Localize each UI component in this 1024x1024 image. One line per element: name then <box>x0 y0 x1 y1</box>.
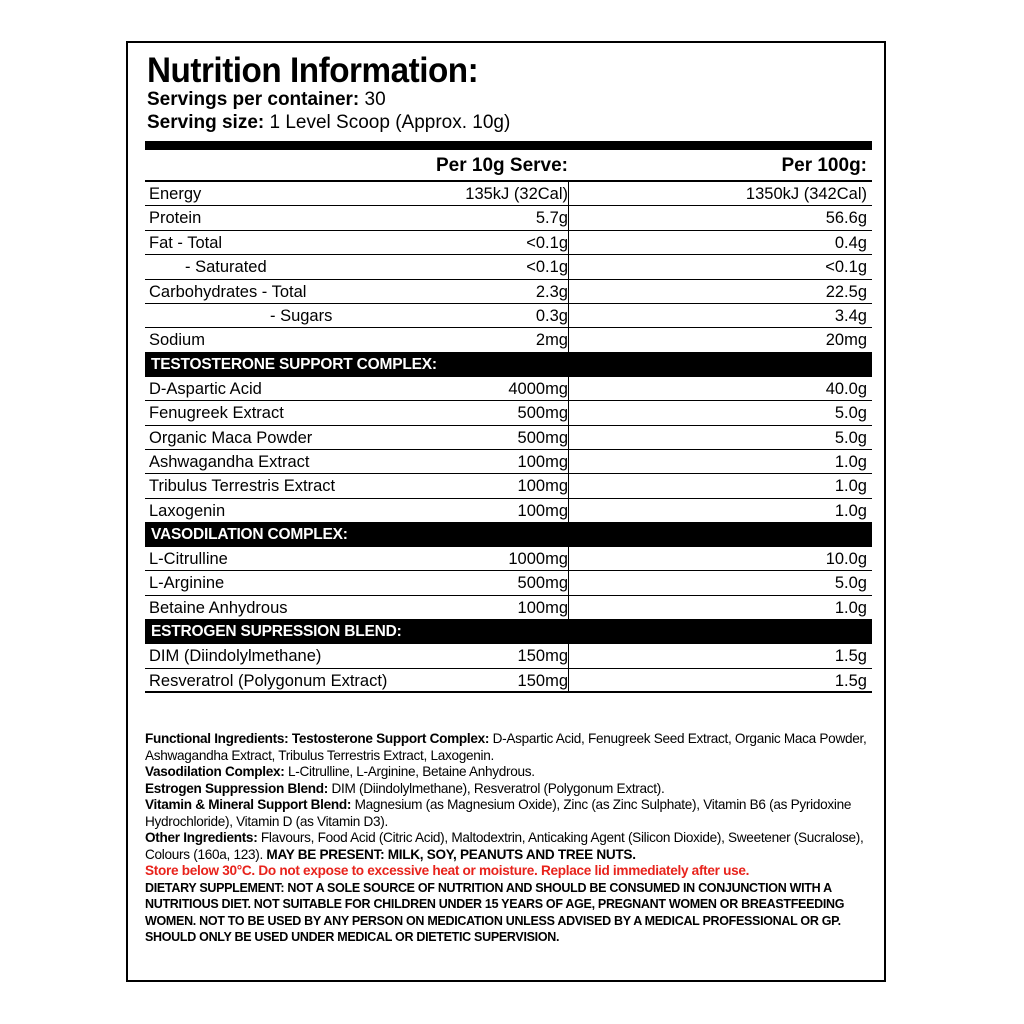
row-per-100g: 1.0g <box>834 452 867 471</box>
row-per-serve: 4000mg <box>508 379 568 398</box>
esb-label: Estrogen Suppression Blend: <box>145 780 328 796</box>
estrogen-ingredients <box>145 781 870 798</box>
row-name: Sodium <box>149 331 205 350</box>
column-header-per-serve: Per 10g Serve: <box>435 155 568 176</box>
functional-label: Functional Ingredients: <box>145 731 289 746</box>
row-per-serve: 500mg <box>517 404 568 423</box>
table-top-bar <box>145 141 872 150</box>
row-per-serve: 500mg <box>517 428 568 447</box>
table-row <box>145 328 872 352</box>
section-header <box>145 353 872 377</box>
row-per-serve: 2.3g <box>535 282 568 301</box>
row-per-serve: 5.7g <box>535 209 568 228</box>
column-divider <box>568 280 569 303</box>
row-per-100g: 5.0g <box>834 404 867 423</box>
table-row <box>145 182 872 206</box>
row-per-100g: 1.0g <box>834 501 867 520</box>
column-divider <box>568 547 569 570</box>
row-per-serve: 150mg <box>517 671 568 690</box>
serving-size <box>147 112 510 134</box>
table-header <box>145 150 872 182</box>
vasodilation-ingredients <box>145 764 870 781</box>
row-name: DIM (Diindolylmethane) <box>149 647 322 666</box>
table-row <box>145 231 872 255</box>
table-row <box>145 669 872 693</box>
row-per-serve: <0.1g <box>526 258 568 277</box>
row-name: - Sugars <box>270 306 333 325</box>
table-row <box>145 499 872 523</box>
table-row <box>145 280 872 304</box>
column-divider <box>568 499 569 522</box>
row-name: Laxogenin <box>149 501 226 520</box>
serving-size-label: Serving size: <box>147 112 265 133</box>
row-per-serve: 150mg <box>517 647 568 666</box>
column-divider <box>568 426 569 449</box>
row-name: Tribulus Terrestris Extract <box>149 477 336 496</box>
row-per-serve: 100mg <box>517 598 568 617</box>
servings-label: Servings per container: <box>147 89 360 110</box>
row-name: Organic Maca Powder <box>149 428 313 447</box>
column-divider <box>568 644 569 667</box>
nutrition-table <box>145 141 872 693</box>
ingredients-block <box>145 731 870 946</box>
table-body <box>145 182 872 693</box>
row-per-100g: 10.0g <box>825 550 867 569</box>
row-name: Betaine Anhydrous <box>149 598 288 617</box>
column-divider <box>568 304 569 327</box>
row-per-100g: 20mg <box>825 331 867 350</box>
row-per-serve: 1000mg <box>508 550 568 569</box>
column-divider <box>568 377 569 400</box>
row-name: D-Aspartic Acid <box>149 379 262 398</box>
row-name: L-Arginine <box>149 574 225 593</box>
esb-text: DIM (Diindolylmethane), Resveratrol (Polygonum Extract). <box>331 780 665 796</box>
row-name: Energy <box>149 185 202 203</box>
row-per-serve: 100mg <box>517 452 568 471</box>
column-divider <box>568 206 569 229</box>
row-per-serve: 500mg <box>517 574 568 593</box>
other-text: Flavours, Food Acid (Citric Acid), Maltodextrin, Anticaking Agent (Silicon Dioxide), Sweetener (Sucralose), Colours (160a, 123). <box>145 830 864 862</box>
row-name: Ashwagandha Extract <box>149 452 310 471</box>
section-title: VASODILATION COMPLEX: <box>151 526 348 544</box>
functional-ingredients <box>145 731 870 764</box>
section-title: ESTROGEN SUPRESSION BLEND: <box>151 623 402 641</box>
vitamin-mineral-ingredients <box>145 797 870 830</box>
storage-warning: Store below 30°C. Do not expose to excessive heat or moisture. Replace lid immediately after use. <box>145 863 750 878</box>
nutrition-panel <box>126 41 886 982</box>
row-per-100g: 1.0g <box>834 477 867 496</box>
table-row <box>145 450 872 474</box>
table-row <box>145 255 872 279</box>
row-per-100g: 1.5g <box>834 647 867 666</box>
row-name: Protein <box>149 209 202 228</box>
row-per-100g: 1350kJ (342Cal) <box>745 185 867 203</box>
row-name: Carbohydrates - Total <box>149 282 307 301</box>
servings-value: 30 <box>364 89 386 110</box>
row-per-100g: 5.0g <box>834 428 867 447</box>
table-row <box>145 304 872 328</box>
tsc-label: Testosterone Support Complex: <box>291 731 490 746</box>
vmsb-text: Magnesium (as Magnesium Oxide), Zinc (as Zinc Sulphate), Vitamin B6 (as Pyridoxine Hydrochloride), Vitamin D (as Vitamin D3). <box>145 797 852 829</box>
vaso-text: L-Citrulline, L-Arginine, Betaine Anhydrous. <box>287 764 535 779</box>
dietary-disclaimer: DIETARY SUPPLEMENT: NOT A SOLE SOURCE OF NUTRITION AND SHOULD BE CONSUMED IN CONJUNCTION WITH A NUTRITIOUS DIET. NOT SUITABLE FOR CHILDREN UNDER 15 YEARS OF AGE, PREGNANT WOMEN OR BREASTFEEDING WOMEN. NOT TO BE USED BY ANY PERSON ON MEDICATION UNLESS ADVISED BY A MEDICAL PROFESSIONAL OR GP. SHOULD ONLY BE USED UNDER MEDICAL OR DIETETIC SUPERVISION. <box>145 880 845 944</box>
other-label: Other Ingredients: <box>145 830 258 845</box>
row-per-100g: <0.1g <box>825 258 867 277</box>
vaso-label: Vasodilation Complex: <box>145 764 285 779</box>
row-per-100g: 3.4g <box>834 306 867 325</box>
row-per-100g: 0.4g <box>834 233 867 252</box>
row-per-100g: 56.6g <box>825 209 867 228</box>
row-per-100g: 40.0g <box>825 379 867 398</box>
row-per-serve: 0.3g <box>535 306 568 325</box>
allergen-warning: MAY BE PRESENT: MILK, SOY, PEANUTS AND TREE NUTS. <box>266 846 636 862</box>
table-row <box>145 426 872 450</box>
column-divider <box>568 255 569 278</box>
row-per-serve: 2mg <box>535 331 568 350</box>
section-header <box>145 620 872 644</box>
table-row <box>145 644 872 668</box>
row-per-100g: 1.0g <box>834 598 867 617</box>
row-name: Resveratrol (Polygonum Extract) <box>149 671 388 690</box>
column-divider <box>568 328 569 351</box>
column-header-per-100g: Per 100g: <box>781 155 867 176</box>
section-title: TESTOSTERONE SUPPORT COMPLEX: <box>151 355 437 373</box>
serving-size-value: 1 Level Scoop (Approx. 10g) <box>269 112 511 133</box>
row-per-serve: <0.1g <box>526 233 568 252</box>
row-name: L-Citrulline <box>149 550 228 569</box>
table-row <box>145 547 872 571</box>
table-row <box>145 401 872 425</box>
column-divider <box>568 571 569 594</box>
table-row <box>145 474 872 498</box>
table-row <box>145 571 872 595</box>
row-per-serve: 100mg <box>517 477 568 496</box>
row-per-serve: 135kJ (32Cal) <box>465 185 568 203</box>
column-divider <box>568 669 569 691</box>
column-divider <box>568 450 569 473</box>
panel-title: Nutrition Information: <box>147 51 479 90</box>
row-name: Fat - Total <box>149 233 223 252</box>
table-row <box>145 206 872 230</box>
column-divider <box>568 474 569 497</box>
row-per-100g: 22.5g <box>825 282 867 301</box>
row-name: Fenugreek Extract <box>149 404 284 423</box>
column-divider <box>568 182 569 205</box>
column-divider <box>568 231 569 254</box>
table-row <box>145 377 872 401</box>
row-name: - Saturated <box>185 258 267 277</box>
section-header <box>145 523 872 547</box>
row-per-100g: 1.5g <box>834 671 867 690</box>
vmsb-label: Vitamin & Mineral Support Blend: <box>145 797 352 812</box>
row-per-serve: 100mg <box>517 501 568 520</box>
tsc-text: D-Aspartic Acid, Fenugreek Seed Extract, Organic Maca Powder, Ashwagandha Extract, Tribulus Terrestris Extract, Laxogenin. <box>145 731 867 763</box>
row-per-100g: 5.0g <box>834 574 867 593</box>
servings-per-container <box>147 89 386 111</box>
other-ingredients <box>145 830 870 863</box>
table-row <box>145 596 872 620</box>
column-divider <box>568 596 569 619</box>
column-divider <box>568 401 569 424</box>
